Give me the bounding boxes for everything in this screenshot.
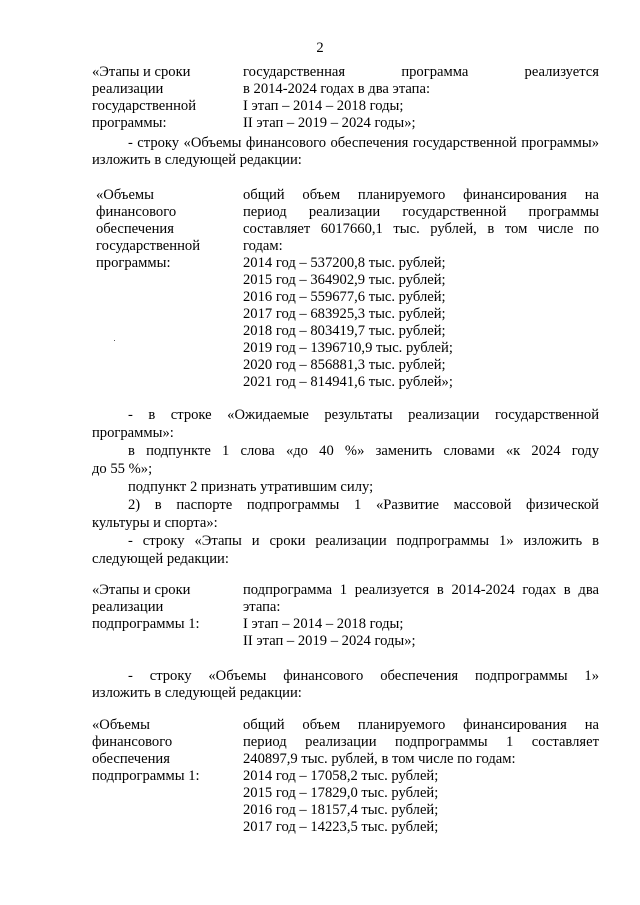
value-line: составляет 6017660,1 тыс. рублей, в том числе по [243, 221, 599, 237]
label-line: финансового [92, 734, 173, 750]
label-line: обеспечения [92, 751, 170, 767]
label-line: подпрограммы 1: [92, 768, 200, 784]
paragraph-line: 2) в паспорте подпрограммы 1 «Развитие массовой физической [128, 497, 599, 513]
value-line: II этап – 2019 – 2024 годы»; [243, 115, 416, 131]
label-line: «Этапы и сроки [92, 64, 191, 80]
paragraph-line: культуры и спорта»: [92, 515, 218, 531]
value-line: 2016 год – 18157,4 тыс. рублей; [243, 802, 439, 818]
paragraph-line: до 55 %»; [92, 461, 153, 477]
paragraph-line: программы»: [92, 425, 174, 441]
label-line: «Объемы [92, 717, 150, 733]
value-line: период реализации государственной программы [243, 204, 599, 220]
table-label [92, 717, 242, 785]
label-line: «Этапы и сроки [92, 582, 191, 598]
value-line: 2016 год – 559677,6 тыс. рублей; [243, 289, 446, 305]
value-line: в 2014-2024 годах в два этапа: [243, 81, 431, 97]
paragraph-line: - строку «Объемы финансового обеспечения государственной программы» [128, 135, 599, 151]
label-line: программы: [92, 115, 167, 131]
table-label [92, 64, 242, 132]
scan-speck [114, 340, 115, 341]
label-line: государственной [92, 98, 197, 114]
value-line: 2015 год – 364902,9 тыс. рублей; [243, 272, 446, 288]
paragraph-line: изложить в следующей редакции: [92, 685, 302, 701]
value-line: I этап – 2014 – 2018 годы; [243, 98, 404, 114]
value-line: общий объем планируемого финансирования на [243, 187, 599, 203]
paragraph-line: - в строке «Ожидаемые результаты реализации государственной [128, 407, 599, 423]
label-line: реализации [92, 81, 164, 97]
paragraph-line: - строку «Этапы и сроки реализации подпрограммы 1» изложить в [128, 533, 599, 549]
value-line: 2017 год – 683925,3 тыс. рублей; [243, 306, 446, 322]
label-line: «Объемы [96, 187, 154, 203]
paragraph-amendments [92, 407, 599, 569]
paragraph-funding-instruction [92, 135, 599, 169]
paragraph-line: подпункт 2 признать утратившим силу; [128, 479, 374, 495]
value-line: 2020 год – 856881,3 тыс. рублей; [243, 357, 446, 373]
table-value [243, 64, 599, 132]
value-line: 2014 год – 537200,8 тыс. рублей; [243, 255, 446, 271]
label-line: программы: [96, 255, 171, 271]
table-value [243, 582, 599, 650]
value-line: годам: [243, 238, 283, 254]
value-line: 2019 год – 1396710,9 тыс. рублей; [243, 340, 453, 356]
value-line: 240897,9 тыс. рублей, в том числе по годам: [243, 751, 516, 767]
label-line: государственной [96, 238, 201, 254]
value-line: общий объем планируемого финансирования на [243, 717, 599, 733]
table-value [243, 717, 599, 836]
value-line: этапа: [243, 599, 281, 615]
paragraph-line: изложить в следующей редакции: [92, 152, 302, 168]
value-line: государственная программа реализуется [243, 64, 599, 80]
label-line: финансового [96, 204, 177, 220]
value-line: II этап – 2019 – 2024 годы»; [243, 633, 416, 649]
label-line: подпрограммы 1: [92, 616, 200, 632]
paragraph-subprogram-funding-instruction [92, 668, 599, 702]
page-number: 2 [316, 40, 324, 56]
value-line: I этап – 2014 – 2018 годы; [243, 616, 404, 632]
value-line: период реализации подпрограммы 1 составляет [243, 734, 599, 750]
paragraph-line: - строку «Объемы финансового обеспечения подпрограммы 1» [128, 668, 599, 684]
table-value [243, 187, 599, 391]
table-label [96, 187, 246, 272]
value-line: 2018 год – 803419,7 тыс. рублей; [243, 323, 446, 339]
paragraph-line: следующей редакции: [92, 551, 229, 567]
paragraph-line: в подпункте 1 слова «до 40 %» заменить словами «к 2024 году [128, 443, 599, 459]
value-line: 2021 год – 814941,6 тыс. рублей»; [243, 374, 453, 390]
value-line: 2014 год – 17058,2 тыс. рублей; [243, 768, 439, 784]
label-line: реализации [92, 599, 164, 615]
label-line: обеспечения [96, 221, 174, 237]
table-label [92, 582, 242, 633]
value-line: 2015 год – 17829,0 тыс. рублей; [243, 785, 439, 801]
value-line: подпрограмма 1 реализуется в 2014-2024 годах в два [243, 582, 599, 598]
value-line: 2017 год – 14223,5 тыс. рублей; [243, 819, 439, 835]
